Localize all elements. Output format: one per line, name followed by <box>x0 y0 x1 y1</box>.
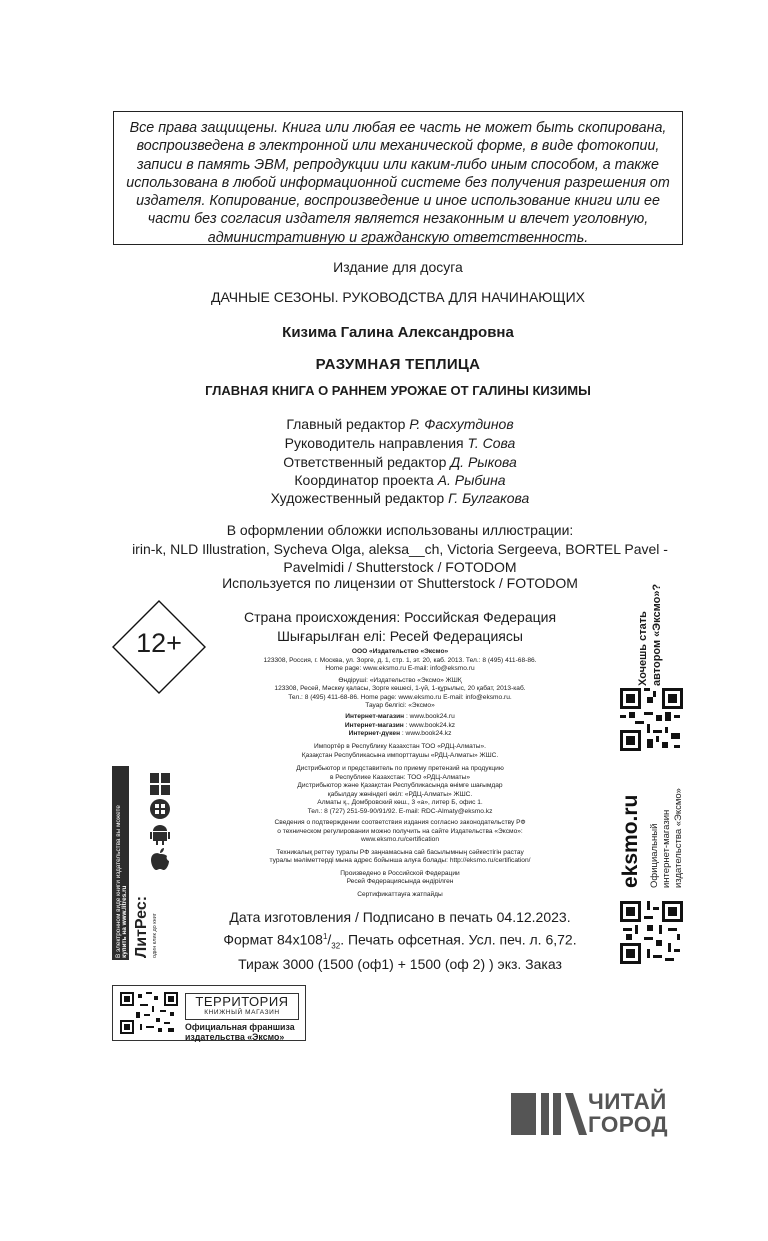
print-date: Дата изготовления / Подписано в печать 04.12.2023. <box>229 909 571 925</box>
certification-link[interactable]: www.eksmo.ru/certification <box>360 836 440 843</box>
importer-kz: Қазақстан Республикасына импорттаушы «РДЦ-Алматы» ЖШС. <box>301 751 499 759</box>
certification-line: туралы мәліметтерді мына адрес бойынша алуға болады: http://eksmo.ru/certification/ <box>269 857 531 864</box>
distributor-line: қабылдау жөніндегі өкіл: «РДЦ-Алматы» ЖШС. <box>327 790 473 798</box>
certification-line: о техническом регулировании можно получить на сайте Издательства «Эксмо»: <box>277 827 523 835</box>
franchise-line1: Официальная франшиза <box>185 1022 295 1032</box>
credit-role: Главный редактор <box>286 416 406 432</box>
credit-role: Координатор проекта <box>294 472 434 488</box>
distributor-line: Тел.: 8 (727) 251-59-90/91/92. E-mail: RDC-Almaty@eksmo.kz <box>307 807 493 815</box>
credit-name: А. Рыбина <box>437 472 506 488</box>
certification-info <box>210 819 590 899</box>
windows-phone-icon <box>148 796 172 822</box>
print-format: Формат $84x108^1/_{32}$. Печать офсетная. Усл. печ. л. 6,72. <box>223 931 577 951</box>
format-denominator: 32 <box>331 941 341 951</box>
certification-line: Техникалық реттеу туралы РФ заңнамасына сай басылымның сәйкестігін растау <box>276 848 524 856</box>
publisher-kz-contacts: Тел.: 8 (495) 411-68-86. Home page: www.eksmo.ru E-mail: info@eksmo.ru. <box>288 693 512 701</box>
author-promo-line1: Хочешь стать <box>637 611 649 686</box>
certification-line: Сертификаттауға жатпайды <box>357 890 443 898</box>
credit-row <box>150 415 650 435</box>
shop-url[interactable]: : www.book24.kz <box>401 730 452 737</box>
credit-name: Р. Фасхутдинов <box>409 416 514 432</box>
credit-name: Д. Рыкова <box>450 454 517 470</box>
chitai-gorod-logo-mark <box>507 1093 587 1135</box>
litres-tagline: один клик до книг <box>152 913 158 958</box>
rights-notice <box>113 111 683 245</box>
online-shops <box>210 713 590 739</box>
chitai-gorod-wordmark <box>588 1090 668 1136</box>
rights-text: Все права защищены. Книга или любая ее часть не может быть скопирована, воспроизведена в электронной или механической форме, в виде фотокопии, записи в память ЭВМ, репродукции или каким-либо иным способом, а также использована в любой информационной системе без получения разрешения от издателя. Копирование, воспроизведение и иное использование книги или ее части без согласия издателя является незаконным и влечет уголовную, административную и гражданскую ответственность. <box>126 120 670 246</box>
litres-brand: ЛитРес: <box>133 895 150 958</box>
print-info <box>200 908 600 974</box>
importer-info <box>210 743 590 760</box>
shop-label: Интернет-магазин <box>345 713 405 720</box>
publisher-kz-trademark: Тауар белгісі: «Эксмо» <box>365 702 435 709</box>
publisher-name: ООО «Издательство «Эксмо» <box>351 648 449 655</box>
shop-label: Интернет-дүкен <box>348 730 401 737</box>
series-title: ДАЧНЫЕ СЕЗОНЫ. РУКОВОДСТВА ДЛЯ НАЧИНАЮЩИХ <box>211 289 585 305</box>
qr-code-author[interactable] <box>620 688 683 751</box>
publisher-info <box>210 648 590 711</box>
illustrations-intro: В оформлении обложки использованы иллюстрации: <box>226 522 574 538</box>
publisher-address: 123308, Россия, г. Москва, ул. Зорге, д. 1, стр. 1, эт. 20, каб. 2013. Тел.: 8 (495) 411-68-86. <box>263 656 537 664</box>
author-promo-line2: автором «Эксмо»? <box>651 583 663 686</box>
android-icon <box>148 822 172 846</box>
apple-icon <box>148 846 172 872</box>
credit-name: Г. Булгакова <box>448 490 530 506</box>
importer-ru: Импортёр в Республику Казахстан ТОО «РДЦ-Алматы». <box>314 743 486 750</box>
litres-promo-line1: В электронном виде книги издательства вы можете <box>115 805 122 958</box>
illustrations-license: Используется по лицензии от Shutterstock / FOTODOM <box>222 575 578 591</box>
illustrations-credits: Pavelmidi / Shutterstock / FOTODOM <box>283 559 517 575</box>
shop-url[interactable]: : www.book24.kz <box>405 721 456 729</box>
certification-line: Произведено в Российской Федерации <box>340 869 460 877</box>
credit-row <box>150 471 650 491</box>
publisher-kz-address: 123308, Ресей, Мәскеу қаласы, Зорге көшесі, 1-үй, 1-құрылыс, 20 қабат, 2013-каб. <box>274 685 526 692</box>
certification-line: Ресей Федерациясында өндірілген <box>346 878 454 885</box>
credit-row <box>150 489 650 509</box>
chitai-gorod-line1: ЧИТАЙ <box>588 1089 667 1114</box>
origin-kz: Шығарылған елі: Ресей Федерациясы <box>277 628 523 644</box>
territoria-sub: КНИЖНЫЙ МАГАЗИН <box>204 1009 280 1016</box>
franchise-line2: издательства «Эксмо» <box>185 1032 285 1042</box>
format-prefix: Формат 84x108 <box>223 931 323 948</box>
book-subtitle: ГЛАВНАЯ КНИГА О РАННЕМ УРОЖАЕ ОТ ГАЛИНЫ КИЗИМЫ <box>205 383 591 398</box>
distributor-line: Алматы қ., Домбровский көш., 3 «а», литер Б, офис 1. <box>317 799 483 806</box>
territoria-logo <box>185 993 299 1020</box>
author-name: Кизима Галина Александровна <box>282 324 514 341</box>
shop-url[interactable]: : www.book24.ru <box>406 713 455 720</box>
qr-code-eksmo-shop[interactable] <box>620 901 683 964</box>
eksmo-shop-line3: издательства «Эксмо» <box>673 788 684 888</box>
credit-role: Художественный редактор <box>270 490 445 506</box>
eksmo-shop-line2: интернет-магазин <box>661 809 672 888</box>
format-numerator: 1 <box>322 932 328 941</box>
qr-code-franchise[interactable] <box>120 992 178 1034</box>
litres-promo-line2[interactable]: купить на www.litres.ru <box>121 885 128 958</box>
distributor-line: Дистрибьютор и представитель по приему претензий на продукцию <box>296 765 504 772</box>
distributor-line: в Республике Казахстан: ТОО «РДЦ-Алматы» <box>329 773 471 781</box>
distributor-info <box>210 765 590 816</box>
credit-role: Ответственный редактор <box>283 454 447 470</box>
book-title: РАЗУМНАЯ ТЕПЛИЦА <box>315 356 481 373</box>
credit-role: Руководитель направления <box>284 435 464 451</box>
eksmo-shop-brand[interactable]: eksmo.ru <box>619 794 642 888</box>
territoria-brand: ТЕРРИТОРИЯ <box>195 994 289 1009</box>
illustrations-credits: irin-k, NLD Illustration, Sycheva Olga, aleksa__ch, Victoria Sergeeva, BORTEL Pavel - <box>132 541 668 557</box>
age-rating: 12+ <box>136 628 182 658</box>
windows-icon <box>147 770 173 798</box>
chitai-gorod-line2: ГОРОД <box>588 1112 668 1137</box>
format-suffix: . Печать офсетная. Усл. печ. л. 6,72. <box>340 931 577 948</box>
credit-row <box>150 453 650 473</box>
print-run: Тираж 3000 (1500 (оф1) + 1500 (оф 2) ) экз. Заказ <box>238 956 562 973</box>
certification-line: Сведения о подтверждении соответствия издания согласно законодательству РФ <box>274 819 526 826</box>
franchise-text <box>185 1022 295 1042</box>
publisher-kz-name: Өндіруші: «Издательство «Эксмо» ЖШҚ <box>338 676 462 684</box>
shop-label: Интернет-магазин <box>344 721 404 729</box>
credit-row <box>150 434 650 454</box>
credit-name: Т. Сова <box>467 435 516 451</box>
eksmo-shop-line1: Официальный <box>649 823 660 888</box>
edition-type: Издание для досуга <box>333 259 463 275</box>
distributor-line: Дистрибьютор және Қазақстан Республикасында өнімге шағымдар <box>297 782 503 789</box>
publisher-web: Home page: www.eksmo.ru E-mail: info@eksmo.ru <box>325 665 475 672</box>
origin-ru: Страна происхождения: Российская Федерация <box>243 609 557 625</box>
